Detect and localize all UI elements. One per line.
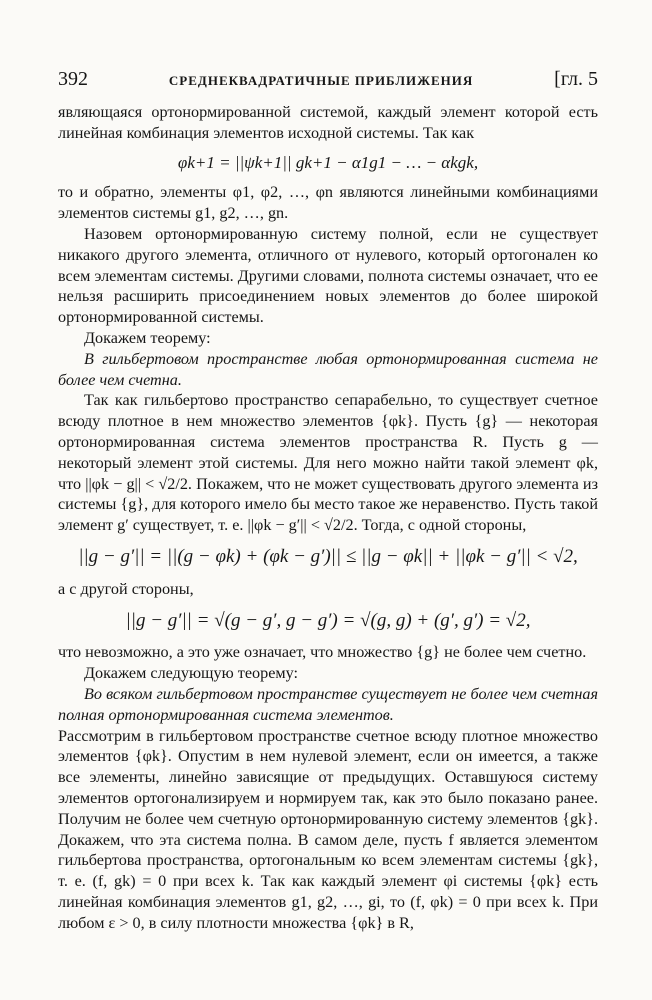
paragraph: Докажем теорему: bbox=[84, 328, 211, 347]
paragraph: Назовем ортонормированную систему полной, если не существует никакого другого элемента, отличного от нулевого, который ортогонален ко всем элементам системы. Другими словами, полнота системы означает, что ее нельзя расширить присоединением новых элементов до более широкой ортонормированной системы. bbox=[58, 224, 598, 327]
theorem-statement: В гильбертовом пространстве любая ортонормированная система не более чем счетна. bbox=[58, 349, 598, 389]
page-body bbox=[58, 102, 598, 933]
equation: φk+1 = ||ψk+1|| gk+1 − α1g1 − … − αkgk, bbox=[177, 152, 479, 172]
running-title: СРЕДНЕКВАДРАТИЧНЫЕ ПРИБЛИЖЕНИЯ bbox=[168, 73, 474, 88]
chapter-label: [гл. 5 bbox=[554, 68, 598, 90]
page-number: 392 bbox=[58, 68, 88, 90]
paragraph: что невозможно, а это уже означает, что множество {g} не более чем счетно. bbox=[58, 643, 587, 662]
paragraph: Рассмотрим в гильбертовом пространстве счетное всюду плотное множество элементов {φk}. Опустим в нем нулевой элемент, если он имеется, а также все элементы, линейно зависящие от предыдущих. Оставшуюся систему элементов ортогонализируем и нормируем так, как это было показано ранее. Получим не более чем счетную ортонормированную систему элементов {gk}. Докажем, что эта система полна. В самом деле, пусть f является элементом гильбертова пространства, ортогональным ко всем элементам системы {gk}, т. е. (f, gk) = 0 при всех k. Так как каждый элемент φi системы {φk} есть линейная комбинация элементов g1, g2, …, gi, то (f, φk) = 0 при всех k. При любом ε > 0, в силу плотности множества {φk} в R, bbox=[58, 726, 598, 932]
paragraph: а с другой стороны, bbox=[58, 579, 194, 598]
paragraph: Так как гильбертово пространство сепарабельно, то существует счетное всюду плотное в нем множество элементов {φk}. Пусть {g} — некоторая ортонормированная система элементов пространства R. Пусть g — некоторый элемент этой системы. Для него можно найти такой элемент φk, что ||φk − g|| < √2/2. Покажем, что не может существовать другого элемента из системы {g}, для которого имело бы место такое же неравенство. Пусть такой элемент g′ существует, т. е. ||φk − g′|| < √2/2. Тогда, с одной стороны, bbox=[58, 391, 598, 535]
equation: ||g − g′|| = ||(g − φk) + (φk − g′)|| ≤ ||g − φk|| + ||φk − g′|| < √2, bbox=[78, 545, 578, 567]
paragraph: являющаяся ортонормированной системой, каждый элемент которой есть линейная комбинация элементов исходной системы. Так как bbox=[58, 103, 598, 142]
page-header bbox=[58, 68, 598, 94]
paragraph: то и обратно, элементы φ1, φ2, …, φn являются линейными комбинациями элементов системы g1, g2, …, gn. bbox=[58, 183, 598, 223]
equation: ||g − g′|| = √(g − g′, g − g′) = √(g, g) + (g′, g′) = √2, bbox=[125, 609, 531, 631]
paragraph: Докажем следующую теорему: bbox=[84, 664, 298, 683]
theorem-statement: Во всяком гильбертовом пространстве существует не более чем счетная полная ортонормированная система элементов. bbox=[58, 684, 598, 724]
